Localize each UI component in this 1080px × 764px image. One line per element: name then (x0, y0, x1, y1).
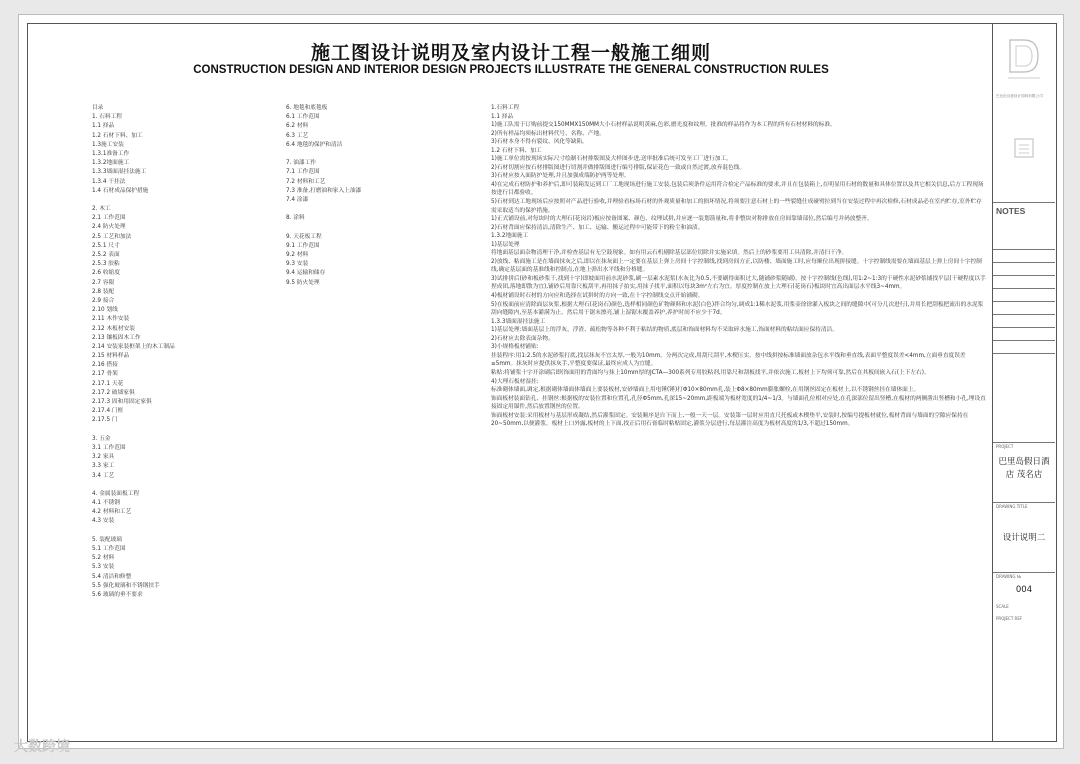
list-item: 2)放线、粘面施工是在墙面抹灰之后,即以在抹灰面上一定要在基层上弹上房间十字控制线,找到房间方正,以防楼、墙面施工时,应每顺位出现拼接缝。十字控制线需要在墙面基层上弹上房间十字控制线,确定基层面的基准线和控制点,在地上弹出水平线和分格缝。 (491, 258, 982, 274)
list-item: 2.17.4 门框 (92, 408, 124, 415)
list-item: 7. 油漆工作 (286, 160, 316, 167)
list-item: 2.11 木作安装 (92, 316, 130, 323)
spec-text-column (491, 104, 986, 429)
list-item: 2.17.1 天花 (92, 380, 124, 387)
drawing-no-label: DRAWING № (996, 574, 1021, 579)
list-item: 9.3 安装 (286, 261, 309, 268)
list-item: 5.1 工作范围 (92, 546, 126, 552)
project-label: PROJECT (996, 444, 1014, 449)
drawing-sheet (18, 14, 1064, 749)
list-item: 1)施工单位需按现场实际尺寸绘制石材排版图及大样图步进,送审批准后统可发至工厂进行加工。 (491, 156, 732, 163)
list-item: 2.5.2 表面 (92, 252, 120, 258)
page-subtitle: CONSTRUCTION DESIGN AND INTERIOR DESIGN PROJECTS ILLUSTRATE THE GENERAL CONSTRUCTION RULES (193, 64, 829, 76)
list-item: 2.8 装配 (92, 288, 115, 295)
project-name: 巴里岛假日酒店 茂名店 (998, 457, 1050, 480)
list-item: 1.3.2地面施工 (491, 233, 529, 240)
drawing-number: 004 (1015, 585, 1033, 595)
list-item: 1.4 石材成品保护措施 (92, 187, 149, 194)
list-item: 3.4 工艺 (92, 472, 115, 479)
list-item: 5.2 材料 (92, 555, 115, 562)
watermark: 大数跨境 (14, 739, 70, 755)
notes-heading: NOTES (996, 206, 1026, 216)
list-item: 6.1 工作范围 (286, 114, 320, 121)
list-item: 1.3.3墙面湿挂法施工 (491, 318, 546, 325)
list-item: 3)小规格板材铺贴: (491, 344, 539, 351)
list-item: 2.1 工作范围 (92, 215, 126, 222)
list-item: 2.13 镶板固木工作 (92, 334, 141, 341)
list-item: 目录 (92, 105, 104, 111)
list-item: 2.5.3 胶粘 (92, 261, 120, 268)
list-item: 9.4 运输和储存 (286, 270, 326, 277)
list-item: 2)石材背面应保持清洁,清除生产、加工、运输、搬运过程中可能带下的粉尘和油渍。 (491, 224, 704, 231)
list-item: 9.2 材料 (286, 252, 309, 258)
list-item: 2.5.1 尺寸 (92, 242, 120, 249)
list-item: 7.4 涂漆 (286, 196, 309, 203)
title-block (993, 23, 1057, 742)
list-item: 2)石材应去除表面杂物。 (491, 335, 554, 342)
list-item: 7.1 工作范围 (286, 169, 320, 176)
list-item: 5.3 安装 (92, 564, 115, 571)
list-item: 2.17 骨架 (92, 371, 118, 378)
list-item: 3)试排拼后(砂和板砂浆干,找到十字)即坡面用前水泥砂浆,刷一层素水泥浆(水灰比为0.5,不要刷得面积过大,随铺砂浆随刷)。按十字控制线(色线),用1:2~1:3的干硬性水泥砂浆铺找平层(干硬程度以手捏成团,落地即散为宜),铺砂后用靠尺板刮平,再用抹子拍实,用抹子找平,面积以每块3m²左右为宜。厚度控制在放上大理石(花岗石)板块时宜高出面层水平线3~4mm。 (491, 275, 986, 291)
list-item: 3.1 工作范围 (92, 444, 126, 451)
list-item: 1)正式铺设前,对每块时的大理石(花岗岩)板应按备图案、颜色、纹理试拼,并应逐一装划箭量和,将非整块对称排放在房间靠墙部位,然后编号并码放整齐。 (491, 216, 873, 223)
list-item: 2.7 容限 (92, 279, 115, 286)
list-item: 5)石材到达工地现场后应按照对产品进行验收,并理验看标场石材的外观质量和加工的损坏情况,将须要注意石材上的一些裂缝仕成碰劈拉到当在安装过程中再次检修,石材成品必在室内贮存,室外贮存需采取适当的保护措施。 (491, 199, 982, 214)
list-item: 4)在完成石材防护和养护后,即可装箱发运到工厂工地现场进行施工安装,包装后须条件运用符合检定产品标准的要求,并且在包装箱上,在明显用石材的数量和具体位置以及其它相关信息,后方工程现场按进行目都验收。 (491, 181, 984, 197)
list-item: 4. 金属装面板工程 (92, 490, 140, 497)
scale-label: SCALE (996, 604, 1009, 609)
firm-name: 巴比伦诗意设计园林有限公司 (996, 94, 1043, 98)
list-item: 2.4 防火处理 (92, 224, 126, 231)
list-item: 5.5 强化玻璃和不锈钢扶手 (92, 582, 160, 589)
list-item: 6. 地毯和底毯板 (286, 105, 328, 111)
list-item (92, 481, 282, 490)
toc-column-2 (286, 104, 476, 288)
list-item: 7.3 准备,打磨油和家入上油漆 (286, 187, 362, 194)
list-item: 2.12 木板材安装 (92, 325, 135, 332)
list-item: 2.6 收缩度 (92, 270, 120, 277)
list-item: 2.5 工艺和加法 (92, 233, 132, 240)
list-item: 4)板材铺设时石材的方向应和选择在试拼时的方向一致,在十字控制线交点开始铺砌。 (491, 293, 704, 300)
list-item: 挂装程序:用1:2.5的水泥砂浆打底,找层抹灰不宜太厚,一般为10mm。分两次完成,用刮尺刮平,木楔压实。按中线拼按标准墙面放杂包水平线和垂直线,表面平整度误差<4mm,立面垂直度误差≤5mm。抹灰时应提供抹灰手,平整度要保证,最终应成人为宜缝。 (491, 352, 966, 368)
list-item: 1)基层处理 (491, 241, 520, 248)
list-item: 3.3 家工 (92, 463, 115, 470)
list-item: 2.9 接合 (92, 297, 115, 304)
list-item: 3)石材本身不得有裂纹、风化等缺陷。 (491, 139, 588, 146)
list-item (92, 527, 282, 536)
project-ref-label: PROJECT REF (996, 616, 1023, 621)
list-item: 4.3 安装 (92, 518, 115, 525)
list-item: 9. 天花板工程 (286, 233, 322, 240)
list-item: 9.5 防火处理 (286, 279, 320, 286)
list-item: 1. 石料工程 (92, 114, 122, 121)
drawing-frame (27, 23, 993, 742)
list-item: 将地面基层面杂物清理干净,并检查基层有无空鼓现象。如有用云石机剔除基层部位切除并实施采填。然后上的砂浆要用工具清除,并清扫干净。 (491, 250, 848, 257)
list-item: 4.1 不锈钢 (92, 500, 120, 507)
list-item: 5.6 玻璃的垂不要求 (92, 591, 143, 598)
list-item: 2.17.2 破墙家俱 (92, 389, 135, 396)
list-item: 1.1 择品 (491, 113, 514, 120)
list-item: 9.1 工作范围 (286, 242, 320, 249)
list-item: 4)大理石板材湿挂: (491, 378, 539, 385)
list-item: 2)石材切割应按石材排版图进行切割并做排版图进行编号排版,保证花色一致或自然过渡,放弃混色线。 (491, 164, 746, 171)
list-item: 1.3.4 干挂法 (92, 178, 126, 185)
list-item: 1.3.3墙面湿挂法施工 (92, 169, 147, 176)
company-logo (993, 36, 1055, 92)
drawing-title: 设计说明二 (1002, 533, 1046, 543)
list-item: 8. 涂料 (286, 215, 305, 222)
page-title: 施工图设计说明及室内设计工程一般施工细则 (310, 42, 711, 64)
list-item: 1.石料工程 (491, 105, 520, 111)
list-item: 2.17.5 门 (92, 417, 118, 424)
list-item (92, 426, 282, 435)
list-item: 6.3 工艺 (286, 132, 309, 139)
list-item (286, 205, 476, 214)
list-item: 饰面板材安装:采用板材与基层形成凝结,然后灌浆固定。安装顺序是自下而上,一般一天一层。安装第一层时应用直尺托板或木楔垫平,安装时,按编号提板材就位,板材背面与墙面的空隙应保持在20~50mm,以便灌浆。板材上口外露,板材的上下面,找正后用石膏临时粘贴固定,灌浆分层进行,每层灌注高度为板材高度的1/3,不超过150mm。 (491, 412, 969, 428)
drawing-title-label: DRAWING TITLE (996, 504, 1028, 509)
toc-column-1 (92, 104, 282, 600)
list-item: 5)在板面前应清除面层灰浆,根据大理石(花岗石)颜色,选样相同颜色矿物颜料和水泥(白色)拌合均匀,调成1:1稀水泥浆,用浆壶徐徐灌入板块之间的缝隙中(可分几次进行),并用长把刮板把流出的水泥浆刮向缝隙内,至基本灌满为止。然后用干锯末擦亮,铺上湿锯末覆盖养护,养护时间不应少于7d。 (491, 301, 984, 317)
list-item: 2.15 材料样品 (92, 353, 130, 360)
list-item: 5.4 清洁和修整 (92, 573, 132, 580)
list-item: 5. 装配玻璃 (92, 536, 122, 543)
list-item: 1.2 石材下料、加工 (92, 132, 143, 139)
list-item: 1)基层处理:墙面基层上的浮灰、浮渣、疏松物等各种不利于粘结的物质,底层和饰面材料均不采取碎水施工,饰面材料的粘结面应保持清洁。 (491, 327, 838, 334)
list-item (92, 196, 282, 205)
list-item: 7.2 材料和工艺 (286, 178, 326, 185)
list-item: 2.14 安装家装框架上的木工制品 (92, 343, 175, 350)
list-item: 3.2 家具 (92, 454, 115, 461)
list-item: 2.10 划线 (92, 307, 118, 314)
list-item (286, 150, 476, 159)
list-item: 饰面板材装面钻孔、挂钢丝:根据板的安装位置和位置孔,孔径Φ5mm,孔深15~20mm,距板端为板材宽度的1/4~1/3。与墙面孔位相对应处,在孔深部位留出竖槽,在板材的两侧凿出竖槽和小孔,埋设直接固定用锚件,然后放置钢丝的位置。 (491, 395, 986, 411)
list-item: 2.17.3 固和用固定家俱 (92, 399, 152, 405)
list-item: 1)施工队需于订购前提交150MMX150MM大小石材样品说明黄麻,色彩,磨光度和纹理。批准的样品将作为本工程的所有石材材料的标准。 (491, 122, 836, 129)
list-item: 2.16 搭接 (92, 362, 118, 369)
list-item: 1.1 择品 (92, 123, 115, 130)
list-item (286, 223, 476, 232)
list-item: 标准砌体墙面,调定,根据砌体墙面体墙面上要装板材,安砂墙面上用电锤(锤)打Φ10×80mm孔,装上Φ8×80mm膨胀螺栓,在用钢丝固定在板材上,以不锈钢丝挂在墙体面上。 (491, 387, 920, 394)
list-item: 1.3.1准备工作 (92, 150, 130, 157)
list-item: 1.2 石材下料、加工 (491, 147, 542, 154)
list-item: 6.2 材料 (286, 123, 309, 130)
list-item: 3)石材应按入面防护处理,并且加强成端防护两等处理。 (491, 173, 630, 180)
list-item: 1.3.2地面施工 (92, 160, 130, 167)
list-item: 6.4 地毯的保护和清洁 (286, 141, 343, 148)
firm-seal (993, 134, 1055, 162)
list-item: 粘贴:将铺浆十字开涂刷后即(饰面用的背面均与抹上10mm厚的JCTA—300系列专用胶粘剂,用靠尺和刮板找平,并依次施工,板材上下均须可靠,然后在其板间嵌入石(上下左右)。 (491, 369, 930, 376)
list-item: 2)所有样品均须标出材料代号、名称、产地。 (491, 130, 605, 137)
list-item: 3. 五金 (92, 435, 111, 442)
list-item: 2. 木工 (92, 206, 111, 213)
list-item: 4.2 材料和工艺 (92, 509, 132, 516)
list-item: 1.3施工安装 (92, 141, 124, 148)
